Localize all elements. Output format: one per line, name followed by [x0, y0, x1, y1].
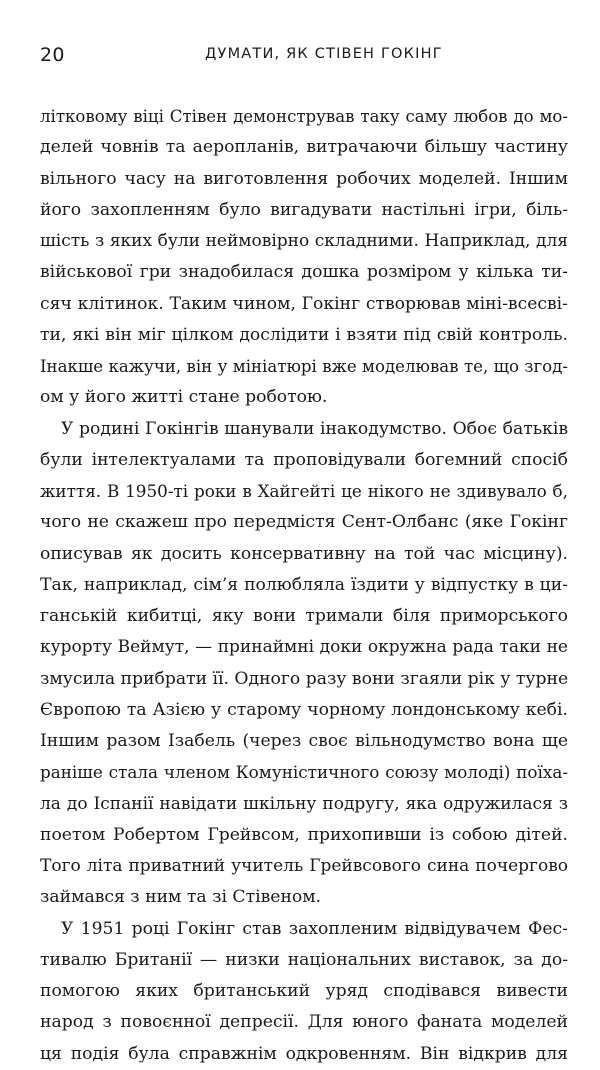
text-line: літковому віці Стівен демонстрував таку саму любов до мо-	[40, 107, 568, 126]
text-line: чого не скажеш про передмістя Сент-Олбанс (яке Гокінг	[40, 512, 568, 533]
text-line: військової гри знадобилася дошка розміром у кілька ти-	[40, 262, 568, 283]
text-line: займався з ним та зі Стівеном.	[40, 887, 322, 908]
text-line: делей човнів та аеропланів, витрачаючи більшу частину	[40, 137, 568, 158]
text-line: курорту Веймут, — принаймні доки окружна рада таки не	[40, 637, 568, 658]
text-line: ганській кибитці, яку вони тримали біля приморського	[40, 606, 568, 626]
page-number: 20	[40, 44, 65, 66]
text-line: Європою та Азією у старому чорному лондонському кебі.	[40, 699, 568, 720]
text-line: були інтелектуалами та проповідували богемний спосіб	[40, 449, 568, 470]
text-line: шість з яких були неймовірно складними. Наприклад, для	[40, 231, 568, 251]
running-head-title: ДУМАТИ, ЯК СТІВЕН ГОКІНГ	[205, 46, 443, 62]
text-line: раніше стала членом Комуністичного союзу молоді) поїха-	[40, 762, 568, 783]
text-line: Іншим разом Ізабель (через своє вільнодумство вона ще	[40, 731, 568, 751]
text-line: Інакше кажучи, він у мініатюрі вже моделював те, що згод-	[40, 357, 568, 376]
paragraph-1	[40, 101, 568, 414]
text-line: У 1951 році Гокінг став захопленим відвідувачем Фес-	[61, 918, 568, 939]
paragraph-2	[40, 414, 568, 914]
text-line: тивалю Британії — низки національних виставок, за до-	[40, 949, 568, 970]
text-line: описував як досить консервативну на той час місцину).	[40, 543, 568, 564]
text-line: поетом Робертом Грейвсом, прихопивши із собою дітей.	[40, 824, 568, 845]
text-line: життя. В 1950-ті роки в Хайгейті це нікого не здивувало б,	[40, 481, 568, 501]
text-line: змусила прибрати її. Одного разу вони згаяли рік у турне	[40, 668, 569, 689]
text-line: сяч клітинок. Таким чином, Гокінг створював міні-всесві-	[40, 293, 568, 314]
text-line: ом у його житті стане роботою.	[40, 387, 328, 408]
text-line: Того літа приватний учитель Грейвсового сина почергово	[40, 856, 568, 876]
body-text	[40, 101, 568, 1070]
text-line: ця подія була справжнім одкровенням. Він відкрив для	[40, 1043, 568, 1064]
text-line: У родині Гокінгів шанували інакодумство. Обоє батьків	[61, 418, 568, 439]
text-line: народ з повоєнної депресії. Для юного фаната моделей	[40, 1012, 568, 1033]
text-line: ла до Іспанії навідати шкільну подругу, яка одружилася з	[40, 793, 568, 814]
text-line: помогою яких британський уряд сподівався вивести	[40, 981, 568, 1001]
text-line: Так, наприклад, сім’я полюбляла їздити у відпустку в ци-	[40, 574, 568, 595]
paragraph-3	[40, 914, 568, 1070]
text-line: ти, які він міг цілком дослідити і взяти під свій контроль.	[40, 324, 568, 345]
text-line: його захопленням було вигадувати настільні ігри, біль-	[40, 199, 568, 220]
text-line: вільного часу на виготовлення робочих моделей. Іншим	[40, 168, 568, 189]
